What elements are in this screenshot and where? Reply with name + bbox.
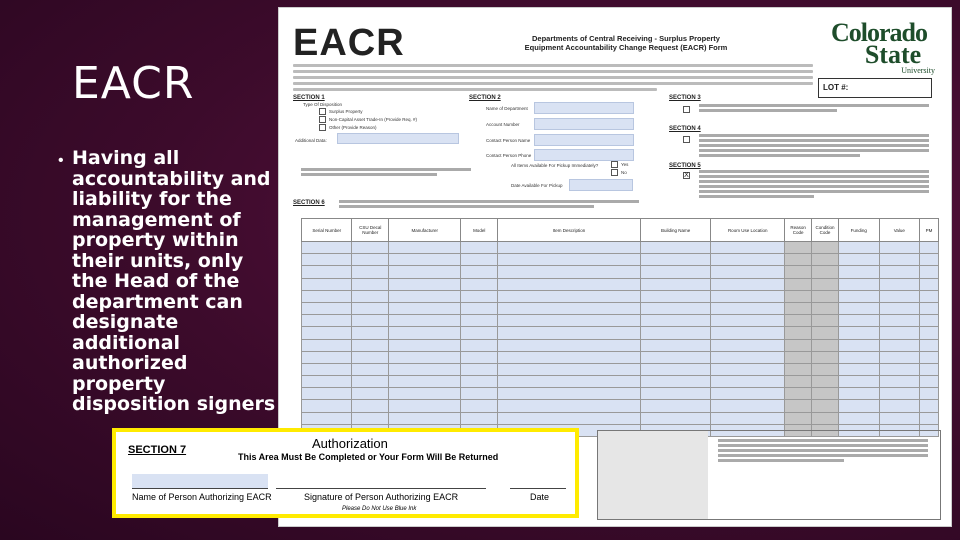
form-department-title	[501, 34, 751, 52]
asset-table-cell	[711, 290, 785, 302]
asset-table-cell	[838, 412, 879, 424]
asset-table-cell	[785, 339, 812, 351]
slide-title: EACR	[72, 58, 195, 109]
asset-table-cell	[302, 376, 352, 388]
asset-table-cell	[920, 376, 939, 388]
asset-table-row	[302, 363, 939, 375]
asset-table-cell	[879, 351, 920, 363]
asset-table-cell	[812, 363, 839, 375]
asset-table-body	[302, 242, 939, 437]
asset-table-cell	[461, 363, 498, 375]
asset-table-cell	[812, 315, 839, 327]
asset-table-cell	[879, 400, 920, 412]
asset-table-cell	[641, 290, 711, 302]
asset-table-cell	[785, 302, 812, 314]
asset-table-cell	[498, 400, 641, 412]
asset-table-cell	[352, 400, 389, 412]
asset-table-cell	[641, 400, 711, 412]
tradein-checkbox	[319, 116, 326, 123]
asset-table-cell	[879, 388, 920, 400]
asset-table-cell	[461, 327, 498, 339]
asset-table-row	[302, 412, 939, 424]
asset-table-cell	[461, 278, 498, 290]
date-available-label: Date Available For Pickup	[511, 183, 563, 188]
asset-table-cell	[302, 412, 352, 424]
authorizer-signature-label: Signature of Person Authorizing EACR	[304, 492, 459, 502]
asset-table-cell	[879, 363, 920, 375]
asset-table-cell	[302, 278, 352, 290]
asset-table-cell	[641, 327, 711, 339]
col-serial: Serial Number	[302, 219, 352, 242]
dept-title-line-2: Equipment Accountability Change Request (EACR) Form	[524, 43, 728, 52]
asset-table-cell	[879, 339, 920, 351]
additional-data-field	[337, 133, 459, 144]
asset-table-cell	[352, 315, 389, 327]
asset-table-cell	[352, 266, 389, 278]
asset-table-cell	[838, 302, 879, 314]
asset-table-cell	[352, 327, 389, 339]
asset-table-cell	[641, 376, 711, 388]
asset-table-cell	[785, 412, 812, 424]
asset-table-cell	[461, 339, 498, 351]
asset-table-cell	[879, 242, 920, 254]
asset-table-cell	[389, 302, 461, 314]
section5-checkbox: X	[684, 172, 689, 179]
asset-table-cell	[498, 388, 641, 400]
asset-table-cell	[352, 363, 389, 375]
asset-table-cell	[711, 363, 785, 375]
section3-checkbox	[683, 106, 690, 113]
asset-table-cell	[389, 290, 461, 302]
asset-table-cell	[302, 254, 352, 266]
asset-table-cell	[711, 242, 785, 254]
additional-data-label: Additional Data:	[295, 138, 327, 143]
col-funding: Funding	[838, 219, 879, 242]
asset-table-cell	[302, 351, 352, 363]
asset-table-row	[302, 278, 939, 290]
asset-table-cell	[641, 254, 711, 266]
col-model: Model	[461, 219, 498, 242]
asset-table-cell	[711, 327, 785, 339]
blue-ink-note: Please Do Not Use Blue Ink	[342, 506, 417, 512]
asset-table-cell	[920, 388, 939, 400]
account-number-label: Account Number	[486, 122, 520, 127]
asset-table-cell	[879, 290, 920, 302]
asset-table-cell	[461, 254, 498, 266]
asset-table-row	[302, 254, 939, 266]
asset-table-cell	[879, 376, 920, 388]
form-heading: EACR	[293, 22, 405, 64]
asset-table-cell	[711, 302, 785, 314]
asset-table-row	[302, 376, 939, 388]
logo-colorado: Colorado	[831, 18, 927, 47]
asset-table-cell	[498, 266, 641, 278]
asset-table-cell	[785, 363, 812, 375]
all-items-label: All Items Available For Pickup Immediately?	[511, 163, 599, 168]
asset-table-cell	[785, 388, 812, 400]
no-checkbox	[611, 169, 618, 176]
asset-table-cell	[389, 351, 461, 363]
option-surplus: Surplus Property	[329, 109, 363, 114]
asset-table-cell	[498, 351, 641, 363]
authorization-title: Authorization	[312, 436, 388, 451]
form-instructions	[293, 64, 813, 94]
authorizer-name-label: Name of Person Authorizing EACR	[132, 492, 272, 502]
asset-table-cell	[920, 315, 939, 327]
asset-table-cell	[838, 278, 879, 290]
asset-table-cell	[920, 266, 939, 278]
department-name-label: Name of Department	[486, 106, 528, 111]
asset-table-cell	[812, 339, 839, 351]
asset-table	[301, 218, 939, 437]
asset-table-row	[302, 351, 939, 363]
asset-table-cell	[641, 412, 711, 424]
col-manufacturer: Manufacturer	[389, 219, 461, 242]
asset-table-cell	[838, 339, 879, 351]
asset-table-cell	[352, 339, 389, 351]
asset-table-row	[302, 315, 939, 327]
asset-table-cell	[785, 376, 812, 388]
asset-table-cell	[302, 400, 352, 412]
asset-table-cell	[711, 339, 785, 351]
asset-table-cell	[461, 351, 498, 363]
contact-phone-label: Contact Person Phone	[486, 153, 532, 158]
asset-table-cell	[641, 302, 711, 314]
asset-table-cell	[920, 351, 939, 363]
asset-table-cell	[498, 327, 641, 339]
asset-table-cell	[498, 315, 641, 327]
asset-table-row	[302, 266, 939, 278]
contact-name-field	[534, 134, 634, 146]
asset-table-cell	[838, 363, 879, 375]
col-building: Building Name	[641, 219, 711, 242]
col-description: Item Description	[498, 219, 641, 242]
asset-table-cell	[641, 339, 711, 351]
lot-number-box: LOT #:	[818, 78, 932, 98]
section4-checkbox	[683, 136, 690, 143]
asset-table-cell	[352, 242, 389, 254]
yes-checkbox	[611, 161, 618, 168]
asset-table-cell	[461, 412, 498, 424]
asset-table-cell	[461, 290, 498, 302]
asset-table-cell	[461, 315, 498, 327]
asset-table-cell	[879, 315, 920, 327]
asset-table-cell	[812, 302, 839, 314]
asset-table-cell	[641, 351, 711, 363]
asset-table-cell	[838, 266, 879, 278]
asset-table-cell	[838, 290, 879, 302]
asset-table-cell	[711, 376, 785, 388]
asset-table-row	[302, 327, 939, 339]
asset-table-cell	[812, 400, 839, 412]
section6-heading: SECTION 6	[293, 200, 325, 206]
asset-table-cell	[641, 363, 711, 375]
section2-heading: SECTION 2	[469, 95, 501, 101]
asset-table-cell	[389, 363, 461, 375]
section1-note	[301, 168, 471, 178]
asset-table-cell	[812, 327, 839, 339]
asset-table-cell	[812, 278, 839, 290]
asset-table-cell	[302, 290, 352, 302]
asset-table-cell	[302, 339, 352, 351]
asset-table-row	[302, 400, 939, 412]
asset-table-cell	[302, 302, 352, 314]
asset-table-cell	[785, 266, 812, 278]
asset-table-cell	[920, 339, 939, 351]
asset-table-cell	[498, 412, 641, 424]
asset-table-cell	[785, 242, 812, 254]
asset-table-cell	[838, 351, 879, 363]
asset-table-cell	[389, 254, 461, 266]
section6-text	[339, 200, 639, 210]
property-management-approval	[597, 430, 941, 520]
col-value: Value	[879, 219, 920, 242]
asset-table-cell	[711, 315, 785, 327]
asset-table-cell	[879, 412, 920, 424]
asset-table-cell	[389, 412, 461, 424]
asset-table-cell	[641, 278, 711, 290]
asset-table-cell	[461, 388, 498, 400]
authorization-subtitle: This Area Must Be Completed or Your Form Will Be Returned	[238, 452, 499, 462]
asset-table-cell	[641, 242, 711, 254]
asset-table-cell	[838, 242, 879, 254]
asset-table-cell	[302, 363, 352, 375]
asset-table-cell	[812, 388, 839, 400]
asset-table-cell	[389, 376, 461, 388]
section3-heading: SECTION 3	[669, 95, 701, 101]
asset-table-cell	[920, 363, 939, 375]
asset-table-header	[302, 219, 939, 242]
asset-table-row	[302, 242, 939, 254]
asset-table-cell	[302, 266, 352, 278]
section7-heading: SECTION 7	[128, 444, 187, 456]
logo-university: University	[901, 66, 935, 75]
asset-table-cell	[461, 242, 498, 254]
asset-table-cell	[711, 388, 785, 400]
asset-table-cell	[389, 388, 461, 400]
asset-table-cell	[920, 400, 939, 412]
section5-heading: SECTION 5	[669, 163, 701, 169]
asset-table-row	[302, 339, 939, 351]
asset-table-cell	[461, 376, 498, 388]
asset-table-cell	[838, 388, 879, 400]
asset-table-cell	[838, 376, 879, 388]
other-checkbox	[319, 124, 326, 131]
logo-state: State	[864, 40, 922, 69]
asset-table-cell	[498, 302, 641, 314]
asset-table-row	[302, 388, 939, 400]
asset-table-cell	[920, 254, 939, 266]
asset-table-cell	[812, 254, 839, 266]
yes-label: Yes	[621, 162, 629, 167]
asset-table-cell	[812, 242, 839, 254]
asset-table-cell	[389, 315, 461, 327]
asset-table-cell	[838, 315, 879, 327]
surplus-checkbox	[319, 108, 326, 115]
asset-table-cell	[352, 290, 389, 302]
asset-table-cell	[711, 351, 785, 363]
asset-table-cell	[785, 278, 812, 290]
col-pm: PM	[920, 219, 939, 242]
col-condition: Condition Code	[812, 219, 839, 242]
asset-table-cell	[461, 266, 498, 278]
bullet-text: Having all accountability and liability for the management of property within their units, only the Head of the department can designate additional authorized property disposition signers	[72, 147, 276, 415]
date-available-field	[569, 179, 633, 191]
asset-table-cell	[389, 400, 461, 412]
bullet-dot-icon: •	[58, 152, 64, 169]
asset-table-cell	[498, 339, 641, 351]
col-reason: Reason Code	[785, 219, 812, 242]
asset-table-cell	[812, 266, 839, 278]
section7-highlight	[112, 428, 579, 518]
no-label: No	[621, 170, 627, 175]
section1-heading: SECTION 1	[293, 95, 325, 101]
asset-table-cell	[920, 412, 939, 424]
section3-text	[699, 104, 929, 114]
asset-table-cell	[389, 266, 461, 278]
asset-table-cell	[838, 327, 879, 339]
asset-table-cell	[389, 339, 461, 351]
asset-table-cell	[352, 254, 389, 266]
asset-table-cell	[812, 376, 839, 388]
asset-table-cell	[641, 315, 711, 327]
asset-table-cell	[352, 278, 389, 290]
section4-text	[699, 134, 929, 159]
asset-table-cell	[812, 290, 839, 302]
asset-table-cell	[879, 278, 920, 290]
asset-table-cell	[785, 290, 812, 302]
asset-table-cell	[498, 363, 641, 375]
asset-table-cell	[838, 254, 879, 266]
asset-table-cell	[812, 351, 839, 363]
disposition-type-label: Type Of Disposition	[303, 102, 343, 107]
asset-table-cell	[785, 351, 812, 363]
asset-table-cell	[461, 302, 498, 314]
asset-table-cell	[389, 278, 461, 290]
asset-table-cell	[711, 266, 785, 278]
asset-table-cell	[352, 351, 389, 363]
asset-table-cell	[920, 278, 939, 290]
asset-table-cell	[641, 266, 711, 278]
asset-table-cell	[302, 388, 352, 400]
asset-table-row	[302, 302, 939, 314]
csu-logo	[819, 18, 939, 75]
asset-table-cell	[302, 327, 352, 339]
asset-table-cell	[920, 242, 939, 254]
dept-title-line-1: Departments of Central Receiving - Surplus Property	[532, 34, 720, 43]
asset-table-cell	[711, 400, 785, 412]
asset-table-cell	[498, 242, 641, 254]
asset-table-cell	[920, 327, 939, 339]
option-other: Other (Provide Reason)	[329, 125, 377, 130]
section5-text	[699, 170, 929, 200]
asset-table-cell	[389, 327, 461, 339]
asset-table-cell	[879, 266, 920, 278]
asset-table-cell	[920, 290, 939, 302]
authorizer-name-field	[132, 474, 268, 488]
col-decal: CSU Decal Number	[352, 219, 389, 242]
asset-table-cell	[785, 315, 812, 327]
contact-phone-field	[534, 149, 634, 161]
asset-table-cell	[498, 254, 641, 266]
authorization-date-label: Date	[530, 492, 550, 502]
asset-table-cell	[352, 376, 389, 388]
asset-table-cell	[498, 278, 641, 290]
contact-name-label: Contact Person Name	[486, 138, 531, 143]
option-tradein: Non-Capital Asset Trade-In (Provide Req. #)	[329, 117, 418, 122]
asset-table-cell	[352, 302, 389, 314]
asset-table-cell	[352, 388, 389, 400]
asset-table-cell	[711, 254, 785, 266]
asset-table-cell	[352, 412, 389, 424]
asset-table-cell	[879, 327, 920, 339]
asset-table-row	[302, 290, 939, 302]
asset-table-cell	[785, 327, 812, 339]
asset-table-cell	[461, 400, 498, 412]
asset-table-cell	[498, 290, 641, 302]
asset-table-cell	[711, 278, 785, 290]
asset-table-cell	[498, 376, 641, 388]
asset-table-cell	[785, 254, 812, 266]
asset-table-cell	[302, 315, 352, 327]
asset-table-cell	[812, 412, 839, 424]
asset-table-cell	[785, 400, 812, 412]
account-number-field	[534, 118, 634, 130]
asset-table-cell	[879, 302, 920, 314]
asset-table-cell	[838, 400, 879, 412]
department-name-field	[534, 102, 634, 114]
asset-table-cell	[920, 302, 939, 314]
section4-heading: SECTION 4	[669, 126, 701, 132]
asset-table-cell	[711, 412, 785, 424]
asset-table-cell	[302, 242, 352, 254]
asset-table-cell	[389, 242, 461, 254]
asset-table-cell	[641, 388, 711, 400]
asset-table-cell	[879, 254, 920, 266]
col-room: Room Use Location	[711, 219, 785, 242]
